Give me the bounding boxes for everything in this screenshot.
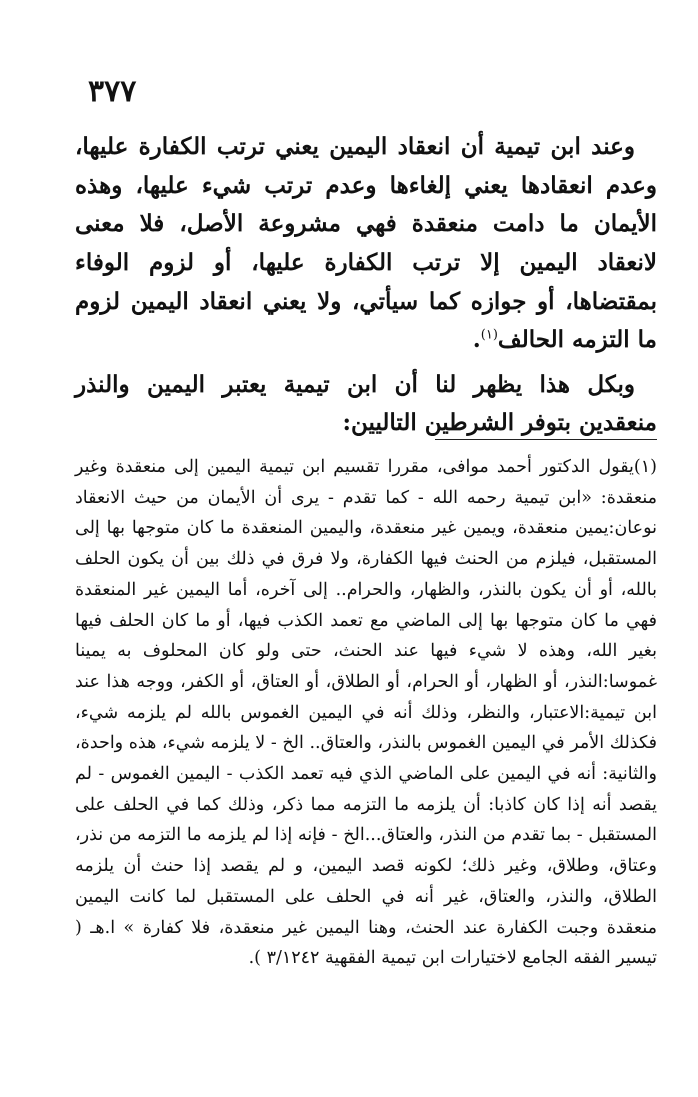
page-number: ٣٧٧ — [88, 74, 137, 109]
footnote-text: (١)يقول الدكتور أحمد موافى، مقررا تقسيم ابن تيمية اليمين إلى منعقدة وغير منعقدة: «ابن تيمية رحمه الله - كما تقدم - يرى أن الأيمان من حيث الانعقاد نوعان:يمين منعقدة، ويمين غير منعقدة، واليمين المنعقدة ما كان متوجها بها إلى المستقبل، فيلزم من الحنث فيها الكفارة، ولا فرق في ذلك بين أن يكون الحلف بالله، أو أن يكون بالنذر، والظهار، والحرام.. إلى آخره، أما اليمين غير المنعقدة فهي ما كان متوجها بها إلى الماضي مع تعمد الكذب فيها، أو ما كان الحلف فيها بغير الله، وهذه لا شيء فيها عند الحنث، حتى ولو كان المحلوف به يمينا غموسا:النذر، أو الظهار، أو الحرام، أو الطلاق، أو العتاق، أو الكفر، ووجه هذا عند ابن تيمية:الاعتبار، والنظر، وذلك أنه في اليمين الغموس بالله لم يلزمه شيء، فكذلك الأمر في اليمين الغموس بالنذر، والعتاق.. الخ - لا يلزمه شيء، هذه واحدة، والثانية: أنه في اليمين على الماضي الذي فيه تعمد الكذب - اليمين الغموس - لم يقصد أنه إذا كان كاذبا: أن يلزمه ما التزمه مما ذكر، وذلك كما في الحلف على المستقبل - بما تقدم من النذر، والعتاق...الخ - فإنه إذا لم يلزمه ما التزمه من نذر، وعتاق، وطلاق، وغير ذلك؛ لكونه قصد اليمين، و لم يقصد إذا حنث أن يلزمه الطلاق، والنذر، والعتاق، غير أنه في الحلف على المستقبل لما كانت اليمين منعقدة وجبت الكفارة عند الحنث، وهنا اليمين غير منعقدة، فلا كفارة » ا.هـ ( تيسير الفقه الجامع لاختيارات ابن تيمية الفقهية ٣/١٢٤٢ ). — [75, 457, 657, 969]
body-paragraph-2: وبكل هذا يظهر لنا أن ابن تيمية يعتبر اليمين والنذر منعقدين بتوفر الشرطين التاليين: — [75, 370, 657, 437]
footnote — [75, 452, 657, 974]
main-text — [75, 128, 657, 443]
footnote-separator — [435, 439, 657, 440]
footnote-reference[interactable]: (١) — [480, 327, 498, 343]
body-paragraph-1-text: وعند ابن تيمية أن انعقاد اليمين يعني ترتب الكفارة عليها، وعدم انعقادها يعني إلغاءها وعدم ترتب شيء عليها، وهذه الأيمان ما دامت منعقدة فهي مشروعة الأصل، فلا معنى لانعقاد اليمين إلا ترتب الكفارة عليها، أو لزوم الوفاء بمقتضاها، أو جوازه كما سيأتي، ولا يعني انعقاد اليمين لزوم ما التزمه الحالف — [75, 133, 657, 354]
body-paragraph-1 — [75, 128, 657, 360]
body-paragraph-1-end: . — [472, 326, 481, 354]
